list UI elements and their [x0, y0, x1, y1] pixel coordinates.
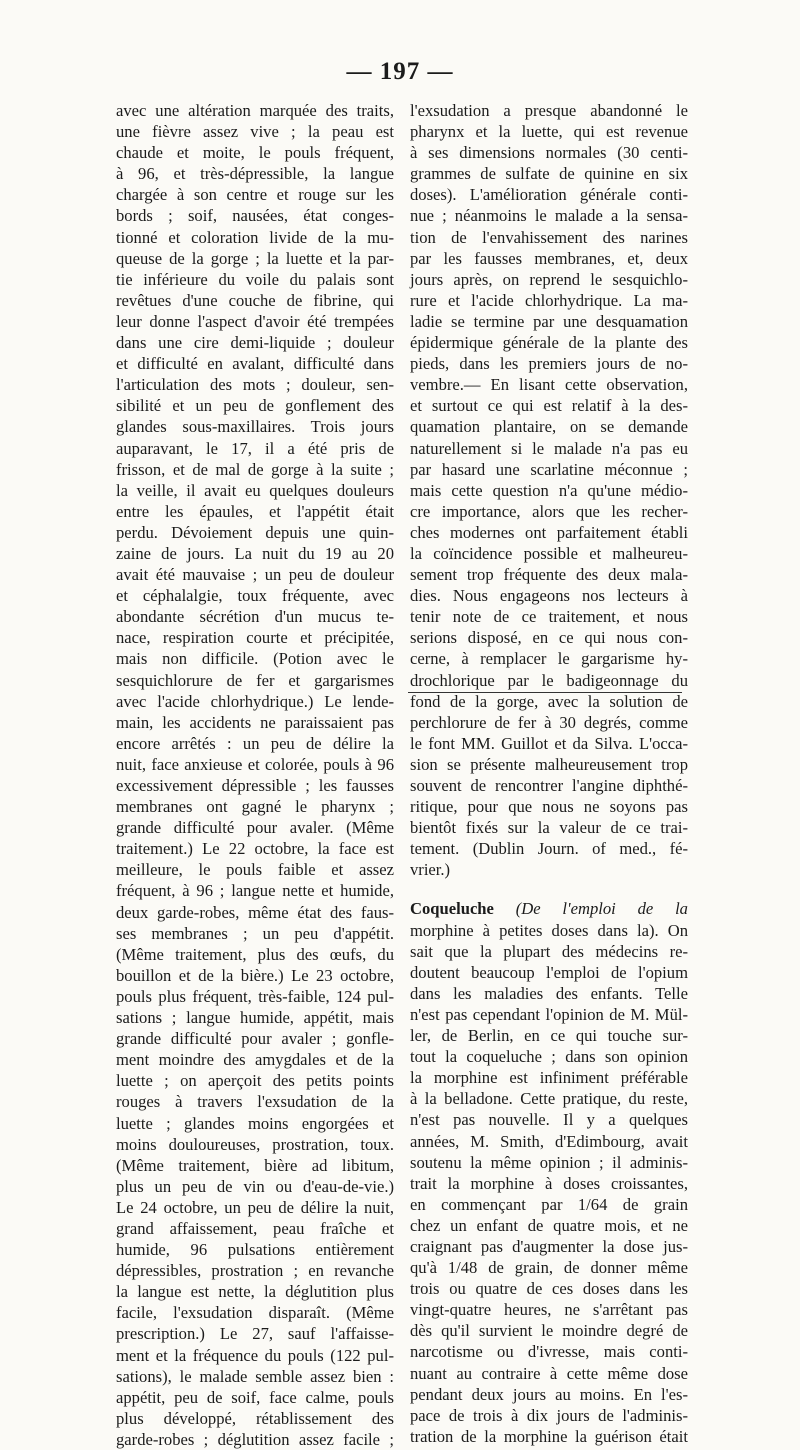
- text-line: une fièvre assez vive ; la peau est: [116, 122, 394, 142]
- text-line: vingt-quatre heures, ne s'arrêtant pas: [410, 1300, 688, 1320]
- text-line: ler, de Berlin, en ce qui touche sur-: [410, 1026, 688, 1046]
- text-line: jours après, on reprend le sesquichlo-: [410, 269, 688, 289]
- text-line: la langue est nette, la déglutition plus: [116, 1282, 394, 1302]
- text-line: par les fausses membranes, et, deux: [410, 248, 688, 268]
- text-line: par hasard une scarlatine méconnue ;: [410, 459, 688, 479]
- text-line: la veille, il avait eu quelques douleurs: [116, 480, 394, 500]
- right-column-part-b: [410, 920, 688, 1447]
- text-line: bords ; soif, nausées, état conges-: [116, 206, 394, 226]
- text-line: membranes ont gagné le pharynx ;: [116, 797, 394, 817]
- text-line: humide, 96 pulsations entièrement: [116, 1240, 394, 1260]
- text-line: ment et la fréquence du pouls (122 pul-: [116, 1345, 394, 1365]
- text-line: sibilité et un peu de gonflement des: [116, 396, 394, 416]
- text-line: dans les maladies des enfants. Telle: [410, 983, 688, 1003]
- text-line: luette ; on aperçoit des petits points: [116, 1071, 394, 1091]
- text-line: nuant au contraire à cette même dose: [410, 1363, 688, 1383]
- text-line: quamation plantaire, on se demande: [410, 417, 688, 437]
- text-line: l'exsudation a presque abandonné le: [410, 101, 688, 120]
- text-line: frisson, et de mal de gorge à la suite ;: [116, 459, 394, 479]
- text-line: avec l'acide chlorhydrique.) Le lende-: [116, 691, 394, 711]
- text-line: doses). L'amélioration générale conti-: [410, 185, 688, 205]
- text-line: ritique, pour que nous ne soyons pas: [410, 797, 688, 817]
- text-line: grande difficulté pour avaler. (Même: [116, 818, 394, 838]
- text-line: années, M. Smith, d'Edimbourg, avait: [410, 1131, 688, 1151]
- text-line: en commençant par 1/64 de grain: [410, 1194, 688, 1214]
- text-line: dans une cire demi-liquide ; douleur: [116, 333, 394, 353]
- text-line: à ses dimensions normales (30 centi-: [410, 143, 688, 163]
- text-line: appétit, peu de soif, face calme, pouls: [116, 1387, 394, 1407]
- section-title: Coqueluche: [410, 899, 494, 919]
- text-line: l'articulation des mots ; douleur, sen-: [116, 375, 394, 395]
- text-line: chaude et moite, le pouls fréquent,: [116, 143, 394, 163]
- text-line: revêtues d'une couche de fibrine, qui: [116, 290, 394, 310]
- text-line: pace de trois à dix jours de l'adminis-: [410, 1405, 688, 1425]
- text-line: et difficulté en avalant, difficulté dans: [116, 354, 394, 374]
- text-line: nace, respiration courte et précipitée,: [116, 628, 394, 648]
- text-line: tration de la morphine la guérison était: [410, 1426, 688, 1446]
- text-line: la morphine est infiniment préférable: [410, 1068, 688, 1088]
- text-line: avec une altération marquée des traits,: [116, 101, 394, 120]
- text-line: serions disposé, en ce qui nous con-: [410, 628, 688, 648]
- section-heading-line: [410, 898, 688, 919]
- text-line: cerne, à remplacer le gargarisme hy-: [410, 649, 688, 669]
- text-line: morphine à petites doses dans la). On: [410, 920, 688, 940]
- text-line: encore arrêtés : un peu de délire la: [116, 733, 394, 753]
- text-line: sations), le malade semble assez bien :: [116, 1366, 394, 1386]
- text-line: queuse de la gorge ; la luette et la par-: [116, 248, 394, 268]
- text-line: sion se présente malheureusement trop: [410, 754, 688, 774]
- text-line: nue ; néanmoins le malade a la sensa-: [410, 206, 688, 226]
- text-line: sesquichlorure de fer et gargarismes: [116, 670, 394, 690]
- section-divider: [408, 692, 682, 693]
- text-line: vrier.): [410, 860, 451, 880]
- text-line: n'est pas nouvelle. Il y a quelques: [410, 1110, 688, 1130]
- text-line: zaine de jours. La nuit du 19 au 20: [116, 543, 394, 563]
- text-line: excessivement dépressible ; les fausses: [116, 776, 394, 795]
- page-number: — 197 —: [346, 58, 454, 85]
- text-line: pharynx et la luette, qui est revenue: [410, 122, 688, 142]
- text-line: nuit, face anxieuse et colorée, pouls à 96: [116, 754, 394, 774]
- text-line: entre les épaules, et l'appétit était: [116, 501, 394, 521]
- section-gap: [410, 880, 688, 898]
- text-line: fond de la gorge, avec la solution de: [410, 691, 688, 711]
- text-line: pendant deux jours au moins. En l'es-: [410, 1384, 688, 1404]
- text-line: soutenu la même opinion ; il adminis-: [410, 1152, 688, 1172]
- text-line: sait que la plupart des médecins re-: [410, 941, 688, 961]
- text-line: trait la morphine à doses croissantes,: [410, 1173, 688, 1193]
- text-line: plus développé, rétablissement des: [116, 1408, 394, 1428]
- text-line: naturellement si le malade n'a pas eu: [410, 438, 688, 458]
- text-line: perdu. Dévoiement depuis une quin-: [116, 522, 394, 542]
- text-line: à 96, et très-dépressible, la langue: [116, 164, 394, 184]
- text-line: la coïncidence possible et malheureu-: [410, 543, 688, 563]
- text-line: ses membranes ; un peu d'appétit.: [116, 923, 394, 943]
- right-column-part-a: [410, 100, 688, 880]
- text-line: sations ; langue humide, appétit, mais: [116, 1008, 394, 1028]
- text-line: tie inférieure du voile du palais sont: [116, 269, 394, 289]
- text-line: le font MM. Guillot et da Silva. L'occa-: [410, 733, 688, 753]
- text-line: Le 24 octobre, un peu de délire la nuit,: [116, 1197, 394, 1217]
- text-line: grand affaissement, peau fraîche et: [116, 1218, 394, 1238]
- text-line: épidermique générale de la plante des: [410, 333, 688, 353]
- text-line: abondante sécrétion d'un mucus te-: [116, 607, 394, 627]
- text-line: prescription.) Le 27, sauf l'affaisse-: [116, 1324, 394, 1344]
- text-line: qu'à 1/48 de grain, de donner même: [410, 1258, 688, 1278]
- text-line: plus un peu de vin ou d'eau-de-vie.): [116, 1176, 394, 1196]
- text-line: tenir note de ce traitement, et nous: [410, 607, 688, 627]
- text-line: pouls plus fréquent, très-faible, 124 pul-: [116, 986, 394, 1006]
- text-line: (Même traitement, bière ad libitum,: [116, 1155, 394, 1175]
- text-line: mais non difficile. (Potion avec le: [116, 649, 394, 669]
- text-line: luette ; glandes moins engorgées et: [116, 1113, 394, 1133]
- text-line: doutent beaucoup l'emploi de l'opium: [410, 962, 688, 982]
- text-line: tement. (Dublin Journ. of med., fé-: [410, 839, 688, 859]
- text-line: dépressibles, prostration ; en revanche: [116, 1261, 394, 1281]
- text-line: facile, l'exsudation disparaît. (Même: [116, 1303, 394, 1323]
- text-line: et céphalalgie, toux fréquente, avec: [116, 586, 394, 606]
- text-line: dès qu'il survient le moindre degré de: [410, 1321, 688, 1341]
- text-line: moins douloureuses, prostration, toux.: [116, 1134, 394, 1154]
- text-line: grande difficulté pour avaler ; gonfle-: [116, 1029, 394, 1049]
- text-line: craignant pas d'augmenter la dose jus-: [410, 1236, 688, 1256]
- text-line: sement trop fréquente des deux mala-: [410, 565, 688, 585]
- text-line: trois ou quatre de ces doses dans les: [410, 1279, 688, 1299]
- section-subtitle: (De l'emploi de la: [515, 899, 688, 919]
- text-line: tion de l'envahissement des narines: [410, 227, 688, 247]
- text-line: rure et l'acide chlorhydrique. La ma-: [410, 290, 688, 310]
- text-line: et surtout ce qui est relatif à la des-: [410, 396, 688, 416]
- text-line: chargée à son centre et rouge sur les: [116, 185, 394, 205]
- text-line: cre importance, alors que les recher-: [410, 501, 688, 521]
- text-line: main, les accidents ne paraissaient pas: [116, 712, 394, 732]
- text-line: glandes sous-maxillaires. Trois jours: [116, 417, 394, 437]
- text-line: vembre.— En lisant cette observation,: [410, 375, 688, 395]
- text-line: fréquent, à 96 ; langue nette et humide,: [116, 881, 394, 901]
- text-line: leur donne l'aspect d'avoir été trempées: [116, 311, 394, 331]
- text-line: rouges à travers l'exsudation de la: [116, 1092, 394, 1112]
- text-line: mais cette question n'a qu'une médio-: [410, 480, 688, 500]
- text-line: tionné et coloration livide de la mu-: [116, 227, 394, 247]
- text-line: auparavant, le 17, il a été pris de: [116, 438, 394, 458]
- text-line: avait été mauvaise ; un peu de douleur: [116, 565, 394, 585]
- text-line: ladie se termine par une desquamation: [410, 311, 688, 331]
- text-line: bouillon et de la bière.) Le 23 octobre,: [116, 965, 394, 985]
- text-line: bientôt fixés sur la valeur de ce trai-: [410, 818, 688, 838]
- right-column: [410, 100, 688, 1447]
- text-line: souvent de rencontrer l'angine diphthé-: [410, 776, 688, 795]
- text-line: à la belladone. Cette pratique, du reste,: [410, 1089, 688, 1109]
- text-line: narcotisme ou d'ivresse, mais conti-: [410, 1342, 688, 1362]
- text-line: meilleure, le pouls faible et assez: [116, 860, 394, 880]
- text-line: grammes de sulfate de quinine en six: [410, 164, 688, 184]
- text-line: dies. Nous engageons nos lecteurs à: [410, 586, 688, 606]
- text-line: (Même traitement, plus des œufs, du: [116, 944, 394, 964]
- text-line: pieds, dans les premiers jours de no-: [410, 354, 688, 374]
- text-line: perchlorure de fer à 30 degrés, comme: [410, 712, 688, 732]
- text-line: traitement.) Le 22 octobre, la face est: [116, 839, 394, 859]
- text-line: chez un enfant de quatre mois, et ne: [410, 1215, 688, 1235]
- left-column: [116, 100, 394, 1450]
- text-line: ment moindre des amygdales et de la: [116, 1050, 394, 1070]
- text-line: tout la coqueluche ; dans son opinion: [410, 1047, 688, 1067]
- text-line: n'est pas cependant l'opinion de M. Mül-: [410, 1004, 688, 1024]
- text-line: drochlorique par le badigeonnage du: [410, 670, 688, 690]
- text-line: ches modernes ont parfaitement établi: [410, 522, 688, 542]
- text-line: garde-robes ; déglutition assez facile ;: [116, 1429, 394, 1449]
- text-line: deux garde-robes, même état des faus-: [116, 902, 394, 922]
